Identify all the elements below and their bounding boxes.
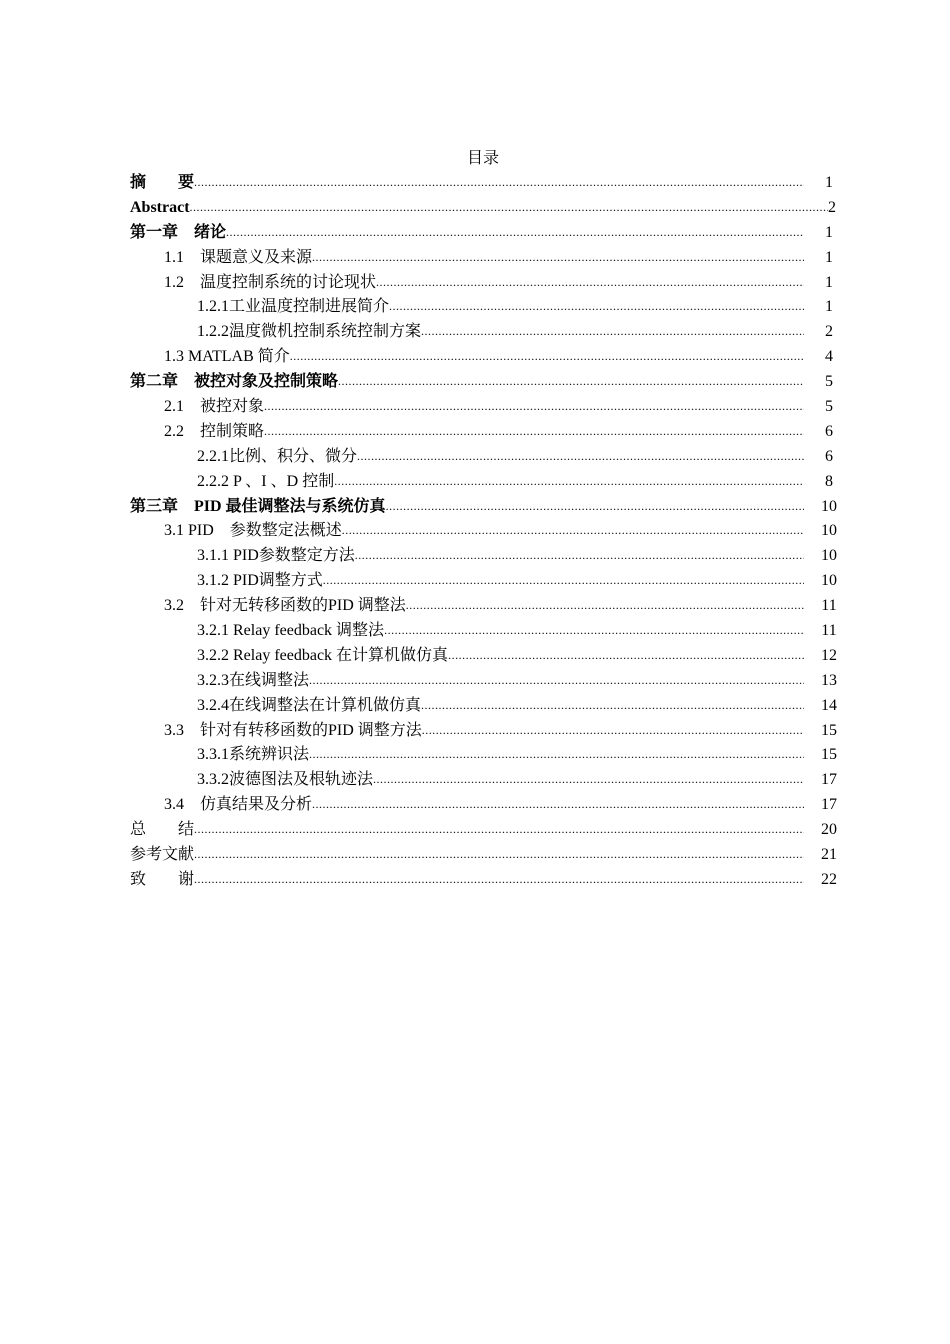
toc-entry-label: 3.2.4在线调整法在计算机做仿真 — [197, 696, 422, 714]
toc-dot-leader — [355, 543, 804, 568]
toc-dot-leader — [194, 842, 804, 867]
toc-entry-label: 1.2.1工业温度控制进展简介 — [197, 298, 390, 316]
toc-dot-leader — [421, 319, 804, 344]
toc-entry-page-number: 10 — [821, 522, 837, 540]
toc-entry[interactable] — [130, 719, 840, 744]
toc-dot-leader — [376, 270, 804, 295]
toc-entry-label: 3.3 针对有转移函数的PID 调整方法 — [164, 721, 422, 739]
toc-entry-page-number: 1 — [825, 248, 833, 266]
toc-dot-leader — [342, 518, 804, 543]
toc-entry-page-number: 4 — [825, 348, 833, 366]
toc-entry-label: 3.3.2波德图法及根轨迹法 — [197, 771, 374, 789]
toc-entry[interactable] — [130, 445, 840, 470]
toc-dot-leader — [357, 444, 804, 469]
toc-entry-page-number: 13 — [821, 671, 837, 689]
toc-dot-leader — [338, 369, 804, 394]
toc-entry-label: 2.2 控制策略 — [164, 422, 265, 440]
toc-entry[interactable] — [130, 743, 840, 768]
toc-entry-label: 1.1 课题意义及来源 — [164, 248, 313, 266]
toc-entry-label: 1.3 MATLAB 简介 — [164, 348, 290, 366]
toc-entry-page-number: 10 — [821, 572, 837, 590]
toc-dot-leader — [194, 867, 804, 892]
toc-entry[interactable] — [130, 420, 840, 445]
toc-entry-page-number: 2 — [825, 323, 833, 341]
toc-entry-page-number: 1 — [825, 273, 833, 291]
toc-entry[interactable] — [130, 470, 840, 495]
toc-entry-page-number: 5 — [825, 373, 833, 391]
toc-entry[interactable] — [130, 793, 840, 818]
toc-entry[interactable] — [130, 843, 840, 868]
toc-entry[interactable] — [130, 221, 840, 246]
toc-entry-page-number: 6 — [825, 422, 833, 440]
toc-dot-leader — [389, 294, 804, 319]
toc-entry-label: 致 谢 — [130, 870, 195, 888]
toc-list — [130, 171, 840, 893]
toc-dot-leader — [226, 220, 804, 245]
toc-dot-leader — [422, 718, 804, 743]
toc-entry-label: 3.2 针对无转移函数的PID 调整法 — [164, 597, 406, 615]
toc-entry-page-number: 11 — [821, 597, 837, 615]
toc-title: 目录 — [466, 150, 499, 167]
toc-entry-page-number: 8 — [825, 472, 833, 490]
toc-dot-leader — [384, 618, 804, 643]
toc-dot-leader — [386, 494, 804, 519]
toc-entry-page-number: 10 — [821, 497, 837, 515]
toc-dot-leader — [312, 792, 804, 817]
toc-dot-leader — [309, 668, 804, 693]
toc-entry-label: 3.1.1 PID参数整定方法 — [197, 547, 355, 565]
toc-entry[interactable] — [130, 868, 840, 893]
toc-entry-page-number: 1 — [825, 298, 833, 316]
toc-entry-page-number: 17 — [821, 771, 837, 789]
toc-dot-leader — [190, 195, 828, 220]
toc-dot-leader — [309, 742, 804, 767]
toc-dot-leader — [406, 593, 804, 618]
toc-entry[interactable] — [130, 694, 840, 719]
toc-dot-leader — [334, 469, 804, 494]
toc-dot-leader — [448, 643, 804, 668]
toc-dot-leader — [264, 419, 804, 444]
toc-entry[interactable] — [130, 196, 840, 221]
toc-entry-label: 1.2.2温度微机控制系统控制方案 — [197, 323, 422, 341]
toc-entry-label: 3.2.2 Relay feedback 在计算机做仿真 — [197, 646, 449, 664]
toc-entry-label: 参考文献 — [130, 846, 195, 864]
toc-entry-page-number: 1 — [825, 223, 833, 241]
toc-entry[interactable] — [130, 295, 840, 320]
toc-entry-label: 总 结 — [130, 821, 195, 839]
toc-dot-leader — [194, 170, 804, 195]
toc-entry[interactable] — [130, 544, 840, 569]
toc-entry[interactable] — [130, 644, 840, 669]
toc-entry-page-number: 1 — [825, 174, 833, 191]
toc-entry-label: 3.1.2 PID调整方式 — [197, 572, 323, 590]
toc-entry-page-number: 2 — [828, 198, 836, 216]
toc-entry[interactable] — [130, 345, 840, 370]
toc-entry-label: Abstract — [130, 198, 190, 216]
toc-entry[interactable] — [130, 271, 840, 296]
toc-dot-leader — [312, 245, 804, 270]
toc-entry[interactable] — [130, 519, 840, 544]
toc-entry[interactable] — [130, 619, 840, 644]
toc-entry-label: 3.3.1系统辨识法 — [197, 746, 310, 764]
toc-entry[interactable] — [130, 495, 840, 520]
toc-entry-page-number: 5 — [825, 398, 833, 416]
toc-entry[interactable] — [130, 818, 840, 843]
toc-entry-label: 1.2 温度控制系统的讨论现状 — [164, 273, 377, 291]
toc-entry-page-number: 21 — [821, 846, 837, 864]
toc-entry-page-number: 15 — [821, 721, 837, 739]
toc-entry-page-number: 14 — [821, 696, 837, 714]
toc-entry-label: 3.2.3在线调整法 — [197, 671, 310, 689]
toc-entry-label: 摘 要 — [130, 174, 195, 191]
toc-dot-leader — [264, 394, 804, 419]
toc-entry[interactable] — [130, 171, 840, 196]
toc-entry-page-number: 6 — [825, 447, 833, 465]
toc-entry-page-number: 10 — [821, 547, 837, 565]
toc-entry-label: 第一章 绪论 — [130, 223, 227, 241]
toc-dot-leader — [290, 344, 804, 369]
toc-entry[interactable] — [130, 768, 840, 793]
toc-entry-label: 3.4 仿真结果及分析 — [164, 796, 313, 814]
toc-entry[interactable] — [130, 320, 840, 345]
toc-entry[interactable] — [130, 246, 840, 271]
toc-entry-label: 2.2.1比例、积分、微分 — [197, 447, 358, 465]
toc-dot-leader — [323, 568, 804, 593]
toc-entry-label: 第三章 PID 最佳调整法与系统仿真 — [130, 497, 386, 515]
toc-entry-label: 3.1 PID 参数整定法概述 — [164, 522, 342, 540]
toc-entry[interactable] — [130, 594, 840, 619]
toc-entry-page-number: 11 — [821, 622, 837, 640]
toc-entry-page-number: 20 — [821, 821, 837, 839]
toc-entry-label: 2.2.2 P 、I 、D 控制 — [197, 472, 335, 490]
toc-entry-page-number: 12 — [821, 646, 837, 664]
toc-entry[interactable] — [130, 370, 840, 395]
toc-entry[interactable] — [130, 395, 840, 420]
toc-entry-label: 2.1 被控对象 — [164, 398, 265, 416]
toc-entry-label: 第二章 被控对象及控制策略 — [130, 373, 339, 391]
toc-dot-leader — [421, 693, 804, 718]
toc-entry-page-number: 15 — [821, 746, 837, 764]
toc-entry-page-number: 22 — [821, 870, 837, 888]
toc-entry[interactable] — [130, 569, 840, 594]
toc-dot-leader — [194, 817, 804, 842]
toc-entry-label: 3.2.1 Relay feedback 调整法 — [197, 622, 385, 640]
toc-dot-leader — [373, 767, 804, 792]
toc-entry-page-number: 17 — [821, 796, 837, 814]
toc-entry[interactable] — [130, 669, 840, 694]
